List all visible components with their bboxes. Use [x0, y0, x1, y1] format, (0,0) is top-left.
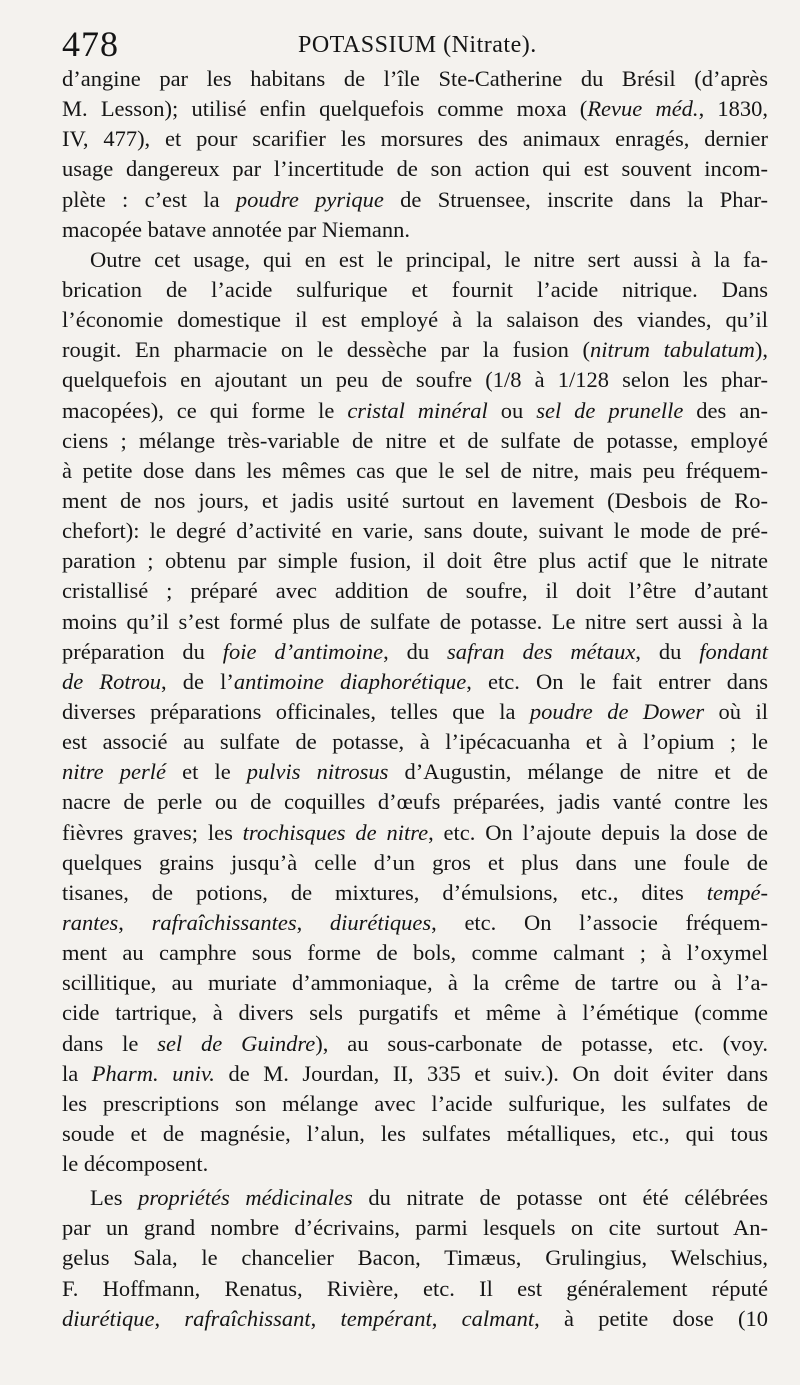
text-run: M. Lesson); utilisé enfin quelquefois comme moxa ( — [62, 96, 588, 122]
text-line — [62, 486, 768, 516]
text-line — [62, 1243, 768, 1273]
italic-term: trochisques de nitre — [242, 819, 429, 845]
text-run: plète : c’est la — [62, 186, 236, 212]
text-run: , etc. On l’ajoute depuis la dose de — [428, 819, 769, 845]
text-line — [62, 516, 768, 546]
text-line — [62, 1274, 768, 1304]
text-run: ), au sous-carbonate de potasse, etc. (voy. — [315, 1030, 769, 1056]
text-run: d’angine par les habitans de l’île Ste-Catherine du Brésil (d’après — [62, 66, 768, 91]
text-run: , à petite dose (10 — [534, 1305, 769, 1331]
text-run: paration ; obtenu par simple fusion, il doit être plus actif que le nitrate — [62, 548, 768, 574]
text-run: cide tartrique, à divers sels purgatifs et même à l’émétique (comme — [62, 1000, 768, 1026]
text-run: , — [296, 909, 330, 935]
text-run: du nitrate de potasse ont été célébrées — [352, 1185, 768, 1211]
text-line — [62, 818, 768, 848]
text-line — [62, 576, 768, 606]
text-line — [62, 305, 768, 335]
text-line — [62, 637, 768, 667]
text-run: la — [62, 1060, 92, 1086]
text-run: ment au camphre sous forme de bols, comme calmant ; à l’oxymel — [62, 940, 768, 966]
text-line — [62, 245, 768, 275]
text-line — [62, 878, 768, 908]
italic-term: cristal minéral — [347, 397, 488, 423]
text-line — [62, 64, 768, 94]
text-line — [62, 124, 768, 154]
text-run: , du — [635, 638, 700, 664]
text-run: soude et de magnésie, l’alun, les sulfates métalliques, etc., qui tous — [62, 1120, 768, 1146]
text-line — [62, 998, 768, 1028]
text-run: F. Hoffmann, Renatus, Rivière, etc. Il est généralement réputé — [62, 1275, 768, 1301]
italic-term: diurétique — [62, 1305, 155, 1331]
text-run: moins qu’il s’est formé plus de sulfate de potasse. Le nitre sert aussi à la — [62, 608, 768, 634]
italic-term: sel de prunelle — [536, 397, 684, 423]
text-line — [62, 1213, 768, 1243]
text-line — [62, 787, 768, 817]
text-run: quelquefois en ajoutant un peu de soufre (1/8 à 1/128 selon les phar- — [62, 367, 768, 393]
text-run: où il — [704, 698, 768, 724]
text-line — [62, 154, 768, 184]
text-line — [62, 1119, 768, 1149]
page-header — [62, 24, 770, 64]
italic-term: Revue méd. — [587, 96, 699, 122]
text-run: nacre de perle ou de coquilles d’œufs préparées, jadis vanté contre les — [62, 789, 768, 815]
italic-term: poudre de Dower — [529, 698, 705, 724]
page-number: 478 — [62, 24, 119, 64]
text-run: , — [154, 1305, 185, 1331]
text-run: Outre cet usage, qui en est le principal, le nitre sert aussi à la fa- — [90, 246, 768, 272]
text-line — [62, 1059, 768, 1089]
italic-term: nitre perlé — [62, 759, 166, 785]
text-line — [62, 938, 768, 968]
text-line — [62, 697, 768, 727]
text-line — [62, 607, 768, 637]
text-run: gelus Sala, le chancelier Bacon, Timæus, Grulingius, Welschius, — [62, 1245, 768, 1271]
text-run: dans le — [62, 1030, 158, 1056]
italic-term: tempé- — [706, 879, 768, 905]
italic-term: propriétés médicinales — [138, 1185, 353, 1211]
text-run: macopée batave annotée par Niemann. — [62, 216, 410, 242]
text-run: ), — [754, 337, 768, 363]
italic-term: tempérant — [340, 1305, 432, 1331]
italic-term: safran des métaux — [447, 638, 636, 664]
text-run: fièvres graves; les — [62, 819, 243, 845]
text-line — [62, 848, 768, 878]
body-text — [62, 64, 768, 1334]
italic-term: diurétiques — [329, 909, 432, 935]
text-run: de Struensee, inscrite dans la Phar- — [383, 186, 769, 212]
running-title: POTASSIUM (Nitrate). — [298, 32, 537, 58]
italic-term: pulvis nitrosus — [246, 759, 389, 785]
text-line — [62, 757, 768, 787]
text-run: brication de l’acide sulfurique et fournit l’acide nitrique. Dans — [62, 276, 768, 302]
text-run: , etc. On le fait entrer dans — [466, 668, 768, 694]
italic-term: sel de Guindre — [157, 1030, 316, 1056]
text-run: l’économie domestique il est employé à la salaison des viandes, qu’il — [62, 307, 768, 333]
text-run: le décomposent. — [62, 1151, 209, 1177]
text-line — [62, 546, 768, 576]
text-line — [62, 94, 768, 124]
text-line — [62, 667, 768, 697]
text-run: , 1830, — [698, 96, 768, 122]
italic-term: Pharm. univ. — [91, 1060, 215, 1086]
italic-term: rantes — [62, 909, 119, 935]
text-line — [62, 1089, 768, 1119]
text-run: Les — [90, 1185, 139, 1211]
italic-term: de Rotrou — [62, 668, 162, 694]
text-run: d’Augustin, mélange de nitre et de — [388, 759, 769, 785]
text-line — [62, 1304, 768, 1334]
text-run: ment de nos jours, et jadis usité surtout en lavement (Desbois de Ro- — [62, 487, 768, 513]
text-run: et le — [166, 759, 247, 785]
text-run: rougit. En pharmacie on le dessèche par la fusion ( — [62, 337, 590, 363]
italic-term: rafraîchissant — [184, 1305, 311, 1331]
text-run: est associé au sulfate de potasse, à l’ipécacuanha et à l’opium ; le — [62, 729, 768, 755]
italic-term: calmant — [461, 1305, 535, 1331]
text-line — [62, 365, 768, 395]
text-line — [62, 1029, 768, 1059]
text-line — [62, 968, 768, 998]
text-run: , du — [383, 638, 448, 664]
text-run: les prescriptions son mélange avec l’acide sulfurique, les sulfates de — [62, 1090, 768, 1116]
text-run: tisanes, de potions, de mixtures, d’émulsions, etc., dites — [62, 879, 707, 905]
italic-term: foie d’antimoine — [222, 638, 384, 664]
text-run: quelques grains jusqu’à celle d’un gros et plus dans une foule de — [62, 849, 768, 875]
text-line — [62, 335, 768, 365]
text-run: usage dangereux par l’incertitude de son action qui est souvent incom- — [62, 156, 768, 182]
italic-term: fondant — [699, 638, 769, 664]
text-run: , — [310, 1305, 341, 1331]
text-run: des an- — [683, 397, 768, 423]
text-run: chefort): le degré d’activité en varie, sans doute, suivant le mode de pré- — [62, 518, 768, 544]
text-run: ciens ; mélange très-variable de nitre et de sulfate de potasse, employé — [62, 427, 768, 453]
text-run: à petite dose dans les mêmes cas que le sel de nitre, mais peu fréquem- — [62, 457, 768, 483]
text-run: par un grand nombre d’écrivains, parmi lesquels on cite surtout An- — [62, 1215, 768, 1241]
text-line — [62, 456, 768, 486]
text-line — [62, 275, 768, 305]
text-run: scillitique, au muriate d’ammoniaque, à la crême de tartre ou à l’a- — [62, 970, 768, 996]
text-line — [62, 908, 768, 938]
text-run: ou — [487, 397, 537, 423]
text-run: macopées), ce qui forme le — [62, 397, 348, 423]
italic-term: poudre pyrique — [235, 186, 384, 212]
text-run: , de l’ — [161, 668, 234, 694]
text-line — [62, 396, 768, 426]
text-run: , etc. On l’associe fréquem- — [431, 909, 769, 935]
text-run: diverses préparations officinales, telles que la — [62, 698, 530, 724]
text-line — [62, 1149, 768, 1179]
italic-term: rafraîchissantes — [151, 909, 297, 935]
text-line — [62, 215, 768, 245]
text-run: , — [118, 909, 152, 935]
text-line — [62, 426, 768, 456]
text-line — [62, 185, 768, 215]
text-line — [62, 727, 768, 757]
italic-term: nitrum tabulatum — [590, 337, 755, 363]
text-run: de M. Jourdan, II, 335 et suiv.). On doit éviter dans — [214, 1060, 769, 1086]
italic-term: antimoine diaphorétique — [233, 668, 467, 694]
text-run: préparation du — [62, 638, 223, 664]
text-run: IV, 477), et pour scarifier les morsures des animaux enragés, dernier — [62, 126, 768, 152]
text-run: cristallisé ; préparé avec addition de soufre, il doit l’être d’autant — [62, 578, 768, 604]
text-line — [62, 1183, 768, 1213]
text-run: , — [431, 1305, 462, 1331]
